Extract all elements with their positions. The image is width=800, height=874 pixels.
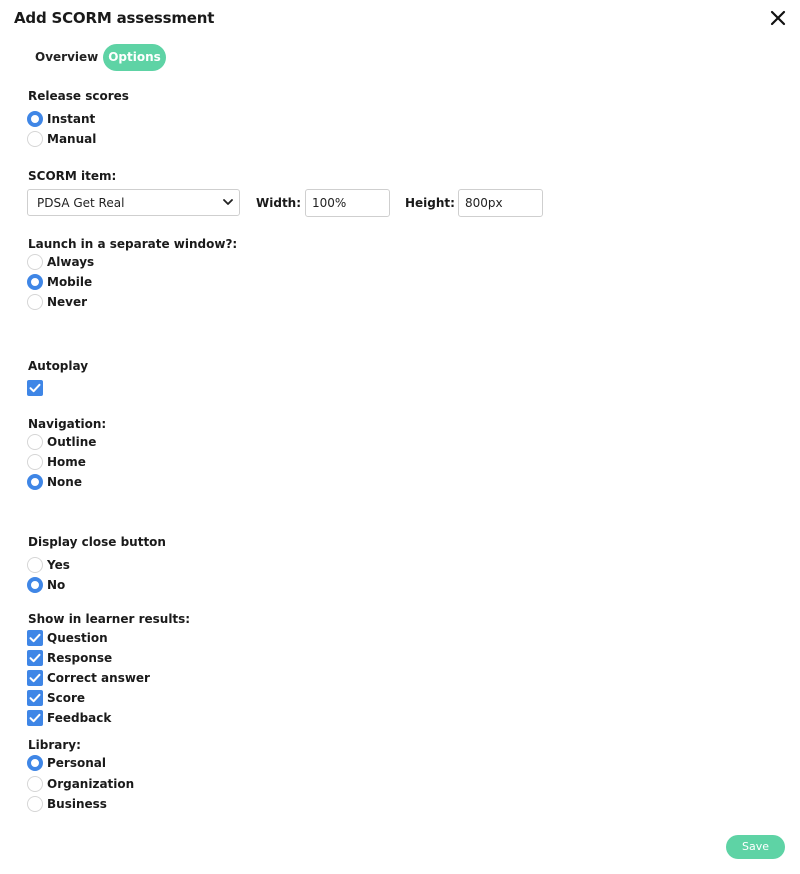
radio-unselected[interactable] xyxy=(27,776,43,792)
close-button[interactable] xyxy=(768,8,788,28)
option-label: Instant xyxy=(47,112,96,126)
radio-selected[interactable] xyxy=(27,577,43,593)
tab-options[interactable]: Options xyxy=(103,44,166,71)
close-icon xyxy=(768,8,788,28)
dialog-title: Add SCORM assessment xyxy=(14,9,215,27)
radio-unselected[interactable] xyxy=(27,434,43,450)
checkbox-checked[interactable] xyxy=(27,650,43,666)
checkmark-icon xyxy=(29,692,41,704)
option-label: Score xyxy=(47,691,86,705)
release-scores-label: Release scores xyxy=(28,89,129,103)
width-label: Width: xyxy=(256,196,302,210)
scorm-item-label: SCORM item: xyxy=(28,169,117,183)
checkmark-icon xyxy=(29,382,41,394)
checkbox-checked[interactable] xyxy=(27,380,43,396)
navigation-label: Navigation: xyxy=(28,417,107,431)
option-label: Question xyxy=(47,631,108,645)
option-label: Personal xyxy=(47,756,106,770)
option-label: Home xyxy=(47,455,86,469)
option-label: Correct answer xyxy=(47,671,150,685)
radio-selected[interactable] xyxy=(27,274,43,290)
launch-window-label: Launch in a separate window?: xyxy=(28,237,238,251)
checkbox-checked[interactable] xyxy=(27,710,43,726)
checkmark-icon xyxy=(29,672,41,684)
radio-unselected[interactable] xyxy=(27,557,43,573)
checkbox-checked[interactable] xyxy=(27,670,43,686)
save-button[interactable]: Save xyxy=(726,835,785,859)
checkmark-icon xyxy=(29,632,41,644)
option-label: Never xyxy=(47,295,88,309)
checkmark-icon xyxy=(29,652,41,664)
radio-unselected[interactable] xyxy=(27,294,43,310)
option-label: Manual xyxy=(47,132,97,146)
chevron-down-icon xyxy=(223,198,233,206)
checkbox-checked[interactable] xyxy=(27,690,43,706)
display-close-label: Display close button xyxy=(28,535,166,549)
radio-selected[interactable] xyxy=(27,755,43,771)
option-label: Feedback xyxy=(47,711,112,725)
checkmark-icon xyxy=(29,712,41,724)
height-field[interactable] xyxy=(458,189,543,217)
scorm-item-value: PDSA Get Real xyxy=(37,196,125,210)
learner-results-label: Show in learner results: xyxy=(28,612,191,626)
radio-unselected[interactable] xyxy=(27,254,43,270)
option-label: Business xyxy=(47,797,107,811)
option-label: Always xyxy=(47,255,95,269)
autoplay-label: Autoplay xyxy=(28,359,89,373)
tab-overview[interactable]: Overview xyxy=(35,50,99,64)
radio-unselected[interactable] xyxy=(27,796,43,812)
radio-unselected[interactable] xyxy=(27,454,43,470)
option-label: Mobile xyxy=(47,275,93,289)
option-label: Organization xyxy=(47,777,135,791)
option-label: Response xyxy=(47,651,113,665)
option-label: Outline xyxy=(47,435,97,449)
radio-selected[interactable] xyxy=(27,111,43,127)
radio-unselected[interactable] xyxy=(27,131,43,147)
option-label: None xyxy=(47,475,82,489)
width-field[interactable] xyxy=(305,189,390,217)
checkbox-checked[interactable] xyxy=(27,630,43,646)
radio-selected[interactable] xyxy=(27,474,43,490)
option-label: No xyxy=(47,578,66,592)
scorm-item-select[interactable] xyxy=(27,189,240,216)
library-label: Library: xyxy=(28,738,81,752)
option-label: Yes xyxy=(47,558,70,572)
height-label: Height: xyxy=(405,196,455,210)
